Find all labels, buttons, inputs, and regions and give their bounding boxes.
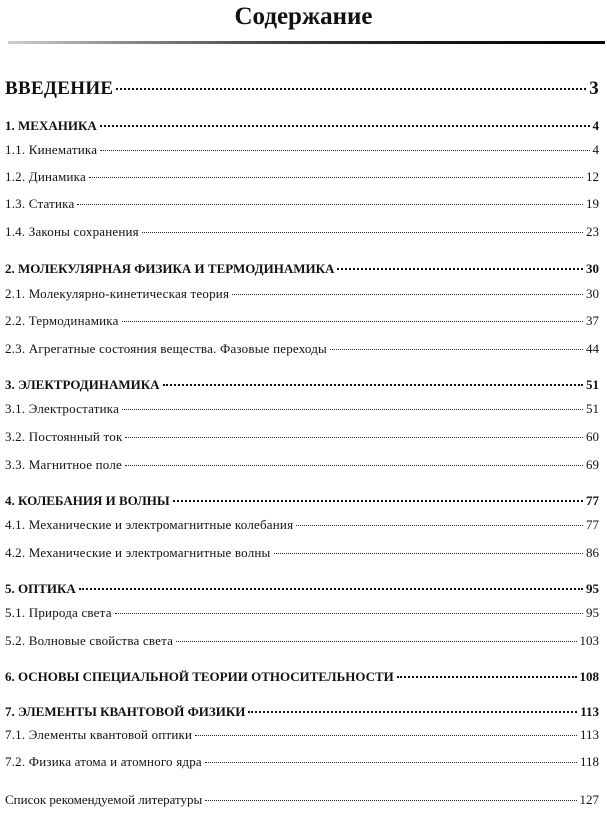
toc-entry-page: 69	[586, 457, 599, 472]
toc-chapter-5[interactable]	[5, 581, 599, 597]
page-title: Содержание	[234, 3, 373, 30]
toc-entry-page: 113	[580, 704, 599, 719]
toc-entry-label: 2. МОЛЕКУЛЯРНАЯ ФИЗИКА И ТЕРМОДИНАМИКА	[5, 261, 335, 276]
toc-entry-label: 3.3. Магнитное поле	[5, 457, 122, 472]
toc-section-1-4[interactable]	[5, 224, 599, 240]
toc-entry-label: 1.4. Законы сохранения	[5, 224, 139, 239]
toc-entry-page: 108	[579, 669, 599, 684]
toc-chapter-2[interactable]	[5, 261, 599, 277]
dot-leader	[232, 294, 583, 295]
toc-section-2-1[interactable]	[5, 286, 599, 302]
toc-entry-page: 4	[592, 118, 599, 133]
toc-entry-page: 3	[589, 78, 599, 99]
toc-entry-label: 2.3. Агрегатные состояния вещества. Фазовые переходы	[5, 341, 327, 356]
toc-entry-label: 7.2. Физика атома и атомного ядра	[5, 754, 202, 769]
dot-leader	[79, 588, 583, 590]
toc-chapter-6[interactable]	[5, 669, 599, 685]
toc-section-2-2[interactable]	[5, 313, 599, 329]
toc-entry-label: 1. МЕХАНИКА	[5, 118, 97, 133]
toc-entry-page: 86	[586, 545, 599, 560]
toc-entry-page: 44	[586, 341, 599, 356]
toc-entry-label: 7.1. Элементы квантовой оптики	[5, 727, 193, 742]
toc-entry-page: 12	[586, 169, 599, 184]
toc-entry-label: 5. ОПТИКА	[5, 581, 76, 596]
dot-leader	[77, 204, 583, 205]
dot-leader	[100, 125, 590, 127]
dot-leader	[100, 150, 589, 151]
toc-entry-label: 4.2. Механические и электромагнитные волны	[5, 545, 271, 560]
toc-entry-page: 4	[592, 142, 599, 157]
dot-leader	[176, 641, 576, 642]
toc-entry-label: 3. ЭЛЕКТРОДИНАМИКА	[5, 377, 160, 392]
toc-entry-label: 1.1. Кинематика	[5, 142, 98, 157]
toc-entry-label: 7. ЭЛЕМЕНТЫ КВАНТОВОЙ ФИЗИКИ	[5, 704, 246, 719]
dot-leader	[89, 177, 583, 178]
toc-entry-label: 2.1. Молекулярно-кинетическая теория	[5, 286, 230, 301]
toc-chapter-4[interactable]	[5, 493, 599, 509]
toc-entry-page: 118	[579, 754, 599, 769]
toc-section-3-3[interactable]	[5, 457, 599, 473]
toc-entry-page: 127	[579, 792, 599, 807]
toc-entry-page: 37	[586, 313, 599, 328]
dot-leader	[122, 321, 583, 322]
toc-section-4-1[interactable]	[5, 517, 599, 533]
toc-entry-label: 4. КОЛЕБАНИЯ И ВОЛНЫ	[5, 493, 170, 508]
toc-entry-label: 5.1. Природа света	[5, 605, 112, 620]
toc-entry-label: Список рекомендуемой литературы	[5, 792, 203, 807]
toc-entry-page: 113	[579, 727, 599, 742]
toc-entry-introduction[interactable]	[5, 78, 599, 100]
toc-entry-label: 6. ОСНОВЫ СПЕЦИАЛЬНОЙ ТЕОРИИ ОТНОСИТЕЛЬНОСТИ	[5, 669, 394, 684]
toc-entry-label: 3.1. Электростатика	[5, 401, 120, 416]
toc-section-2-3[interactable]	[5, 341, 599, 357]
toc-entry-page: 77	[586, 517, 599, 532]
dot-leader	[163, 384, 583, 386]
dot-leader	[337, 268, 583, 270]
dot-leader	[173, 500, 583, 502]
dot-leader	[274, 553, 584, 554]
dot-leader	[125, 437, 583, 438]
dot-leader	[116, 88, 586, 90]
dot-leader	[330, 349, 583, 350]
toc-section-4-2[interactable]	[5, 545, 599, 561]
toc-section-5-1[interactable]	[5, 605, 599, 621]
dot-leader	[122, 409, 583, 410]
toc-entry-page: 23	[586, 224, 599, 239]
toc-entry-label: ВВЕДЕНИЕ	[5, 78, 114, 99]
toc-entry-page: 60	[586, 429, 599, 444]
toc-entry-label: 3.2. Постоянный ток	[5, 429, 123, 444]
toc-entry-label: 4.1. Механические и электромагнитные колебания	[5, 517, 294, 532]
toc-chapter-1[interactable]	[5, 118, 599, 134]
toc-entry-bibliography[interactable]	[5, 792, 599, 808]
dot-leader	[248, 711, 577, 713]
toc-entry-page: 77	[586, 493, 599, 508]
toc-entry-page: 95	[586, 605, 599, 620]
dot-leader	[205, 800, 576, 801]
toc-chapter-3[interactable]	[5, 377, 599, 393]
toc-entry-page: 51	[586, 377, 599, 392]
toc-entry-page: 30	[586, 286, 599, 301]
toc-entry-label: 1.2. Динамика	[5, 169, 86, 184]
toc-chapter-7[interactable]	[5, 704, 599, 720]
toc-entry-label: 5.2. Волновые свойства света	[5, 633, 174, 648]
dot-leader	[125, 465, 583, 466]
dot-leader	[195, 735, 577, 736]
toc-section-3-1[interactable]	[5, 401, 599, 417]
dot-leader	[142, 232, 583, 233]
toc-section-1-3[interactable]	[5, 196, 599, 212]
toc-section-7-2[interactable]	[5, 754, 599, 770]
toc-section-5-2[interactable]	[5, 633, 599, 649]
toc-entry-page: 19	[586, 196, 599, 211]
dot-leader	[115, 613, 583, 614]
toc-section-1-1[interactable]	[5, 142, 599, 158]
toc-entry-page: 95	[586, 581, 599, 596]
toc-section-3-2[interactable]	[5, 429, 599, 445]
dot-leader	[205, 762, 577, 763]
toc-entry-page: 51	[586, 401, 599, 416]
toc-entry-page: 30	[586, 261, 599, 276]
toc-entry-page: 103	[579, 633, 599, 648]
toc-entry-label: 1.3. Статика	[5, 196, 75, 211]
toc-section-1-2[interactable]	[5, 169, 599, 185]
toc-section-7-1[interactable]	[5, 727, 599, 743]
dot-leader	[397, 676, 577, 678]
toc-entry-label: 2.2. Термодинамика	[5, 313, 119, 328]
dot-leader	[296, 525, 583, 526]
